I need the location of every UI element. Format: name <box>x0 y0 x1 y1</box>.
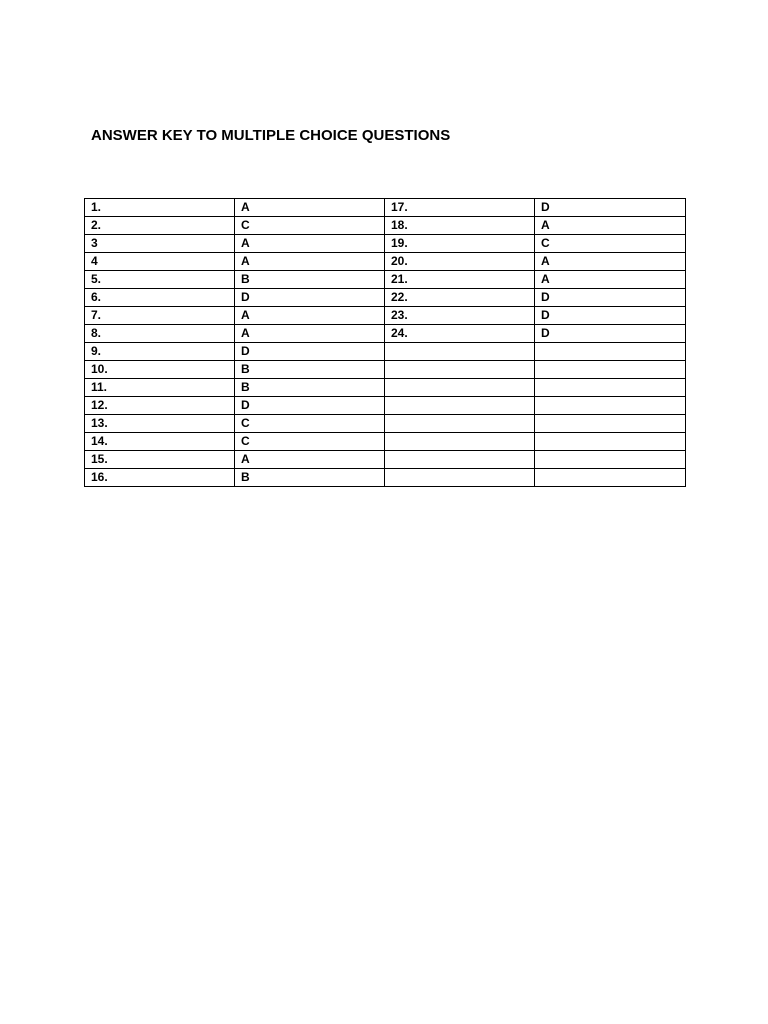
question-number-cell <box>385 379 535 397</box>
question-number-cell: 5. <box>85 271 235 289</box>
question-number-cell: 2. <box>85 217 235 235</box>
table-row <box>85 415 686 433</box>
question-number-cell: 17. <box>385 199 535 217</box>
answer-cell: D <box>235 289 385 307</box>
answer-cell: D <box>235 397 385 415</box>
answer-cell: A <box>235 307 385 325</box>
table-row <box>85 235 686 253</box>
question-number-cell: 6. <box>85 289 235 307</box>
table-row <box>85 397 686 415</box>
question-number-cell: 16. <box>85 469 235 487</box>
answer-cell: C <box>235 217 385 235</box>
answer-cell: A <box>235 235 385 253</box>
table-row <box>85 379 686 397</box>
answer-cell: A <box>235 325 385 343</box>
table-row <box>85 361 686 379</box>
question-number-cell: 24. <box>385 325 535 343</box>
answer-cell <box>535 469 686 487</box>
question-number-cell <box>385 415 535 433</box>
answer-cell: B <box>235 469 385 487</box>
table-row <box>85 217 686 235</box>
question-number-cell: 18. <box>385 217 535 235</box>
question-number-cell: 13. <box>85 415 235 433</box>
question-number-cell: 11. <box>85 379 235 397</box>
question-number-cell: 15. <box>85 451 235 469</box>
table-row <box>85 199 686 217</box>
question-number-cell: 20. <box>385 253 535 271</box>
answer-key-body <box>85 199 686 487</box>
question-number-cell: 9. <box>85 343 235 361</box>
table-row <box>85 253 686 271</box>
question-number-cell: 19. <box>385 235 535 253</box>
table-row <box>85 271 686 289</box>
question-number-cell: 21. <box>385 271 535 289</box>
answer-cell <box>535 433 686 451</box>
answer-cell: A <box>535 253 686 271</box>
answer-cell: A <box>235 199 385 217</box>
answer-cell: D <box>235 343 385 361</box>
answer-cell <box>535 379 686 397</box>
question-number-cell <box>385 361 535 379</box>
table-row <box>85 343 686 361</box>
answer-cell: B <box>235 271 385 289</box>
question-number-cell: 1. <box>85 199 235 217</box>
answer-cell <box>535 397 686 415</box>
table-row <box>85 325 686 343</box>
answer-cell: A <box>235 451 385 469</box>
answer-cell: B <box>235 361 385 379</box>
answer-cell: C <box>535 235 686 253</box>
answer-cell: A <box>535 271 686 289</box>
document-title: ANSWER KEY TO MULTIPLE CHOICE QUESTIONS <box>91 127 451 144</box>
question-number-cell: 4 <box>85 253 235 271</box>
answer-cell: D <box>535 325 686 343</box>
question-number-cell <box>385 343 535 361</box>
answer-cell: B <box>235 379 385 397</box>
question-number-cell <box>385 397 535 415</box>
answer-cell: C <box>235 433 385 451</box>
question-number-cell <box>385 433 535 451</box>
answer-cell <box>535 415 686 433</box>
question-number-cell: 12. <box>85 397 235 415</box>
answer-cell: A <box>235 253 385 271</box>
question-number-cell: 3 <box>85 235 235 253</box>
question-number-cell: 7. <box>85 307 235 325</box>
answer-cell <box>535 361 686 379</box>
question-number-cell: 10. <box>85 361 235 379</box>
answer-cell: D <box>535 199 686 217</box>
table-row <box>85 451 686 469</box>
question-number-cell: 22. <box>385 289 535 307</box>
answer-cell: A <box>535 217 686 235</box>
question-number-cell <box>385 451 535 469</box>
table-row <box>85 289 686 307</box>
question-number-cell: 8. <box>85 325 235 343</box>
question-number-cell: 14. <box>85 433 235 451</box>
answer-cell <box>535 343 686 361</box>
table-row <box>85 433 686 451</box>
answer-cell: C <box>235 415 385 433</box>
question-number-cell: 23. <box>385 307 535 325</box>
answer-cell: D <box>535 307 686 325</box>
table-row <box>85 307 686 325</box>
answer-cell <box>535 451 686 469</box>
question-number-cell <box>385 469 535 487</box>
answer-cell: D <box>535 289 686 307</box>
answer-key-table <box>84 198 686 487</box>
table-row <box>85 469 686 487</box>
